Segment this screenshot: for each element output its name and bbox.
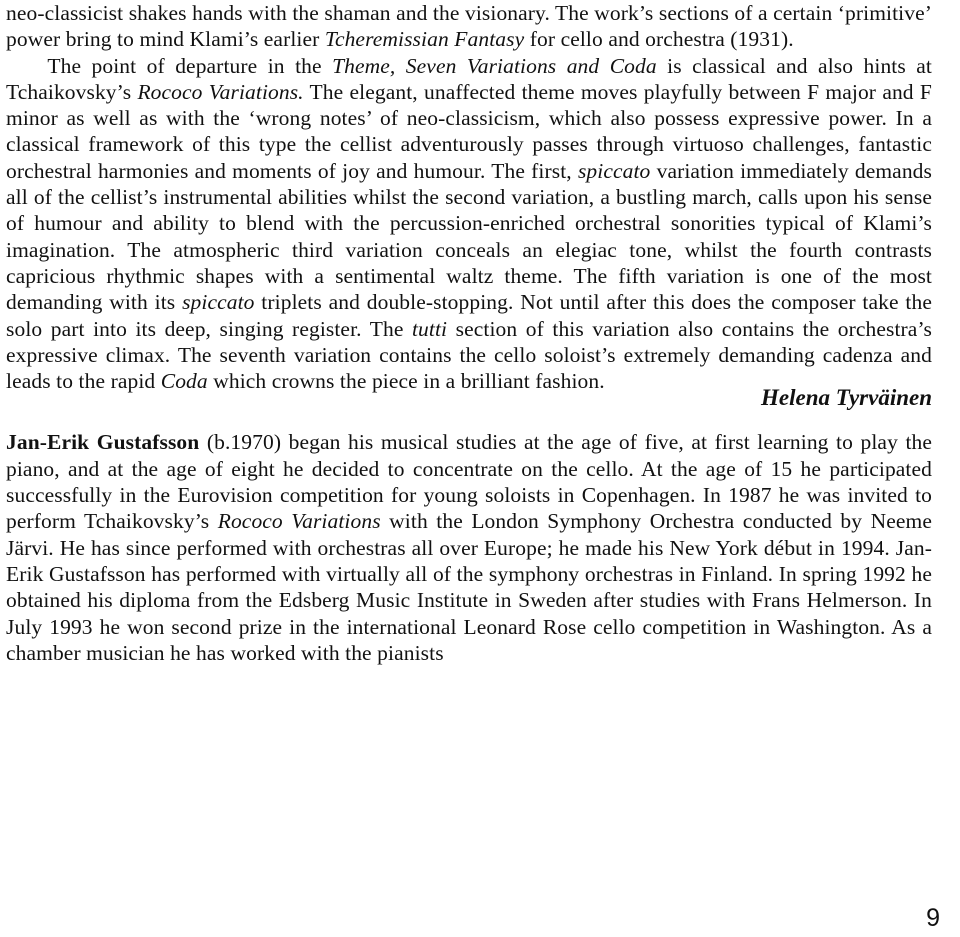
text-run: (b.1970) began his musical studies at the age of five, at first learning to play the piano, and at the age of eight he decided to concentrate on the cello. At the age of 15 he participated successfully in the Eurovision competition for young soloists in Copenhagen. In 1987 he was invited to perform Tchaikovsky’s bbox=[6, 430, 933, 534]
text-run: The point of departure in the bbox=[47, 53, 333, 78]
text-run: which crowns the piece in a brilliant fashion. bbox=[207, 369, 605, 394]
italic-term: spiccato bbox=[182, 290, 255, 315]
program-note-paragraph bbox=[6, 0, 932, 394]
italic-term: spiccato bbox=[577, 158, 651, 183]
text-run: is classical and also hints at Tchaikovsky’s bbox=[6, 53, 932, 104]
indent bbox=[6, 54, 47, 78]
work-title: Rococo Variations. bbox=[137, 79, 304, 104]
page-number: 9 bbox=[926, 904, 940, 932]
text-run: triplets and double-stopping. Not until after this does the composer take the solo part into its deep, singing register. The bbox=[6, 290, 932, 341]
text-run: section of this variation also contains the orchestra’s expressive climax. The seventh variation contains the cello soloist’s extremely demanding cadenza and leads to the rapid bbox=[6, 316, 932, 394]
work-title: Tcheremissian Fantasy bbox=[324, 27, 525, 52]
work-title: Theme, Seven Variations and Coda bbox=[332, 53, 657, 78]
italic-term: Coda bbox=[160, 369, 208, 394]
performer-name: Jan-Erik Gustafsson bbox=[6, 430, 200, 455]
work-title: Rococo Variations bbox=[217, 509, 381, 534]
author-signature: Helena Tyrväinen bbox=[761, 385, 932, 411]
biography-paragraph bbox=[6, 429, 932, 666]
text-run: with the London Symphony Orchestra conducted by Neeme Järvi. He has since performed with orchestras all over Europe; he made his New York début in 1994. Jan-Erik Gustafsson has performed with virtually all of the symphony orchestras in Finland. In spring 1992 he obtained his diploma from the Edsberg Music Institute in Sweden after studies with Frans Helmerson. In July 1993 he won second prize in the international Leonard Rose cello competition in Washington. As a chamber musician he has worked with the pianists bbox=[6, 509, 932, 665]
text-run: for cello and orchestra (1931). bbox=[524, 27, 794, 52]
text-run: neo-classicist shakes hands with the shaman and the visionary. The work’s sections of a certain ‘primitive’ power bring to mind Klami’s earlier bbox=[6, 1, 933, 52]
document-page bbox=[6, 0, 932, 666]
text-run: variation immediately demands all of the cellist’s instrumental abilities whilst the second variation, a bustling march, calls upon his sense of humour and ability to blend with the percussion-enriched orchestral sonorities typical of Klami’s imagination. The atmospheric third variation conceals an elegiac tone, whilst the fourth contrasts capricious rhythmic shapes with a sentimental waltz theme. The fifth variation is one of the most demanding with its bbox=[6, 158, 932, 315]
text-run: The elegant, unaffected theme moves playfully between F major and F minor as well as with the ‘wrong notes’ of neo-classicism, which also possess expressive power. In a classical framework of this type the cellist adventurously passes through virtuoso challenges, fantastic orchestral harmonies and moments of joy and humour. The first, bbox=[6, 79, 932, 183]
italic-term: tutti bbox=[411, 316, 448, 341]
